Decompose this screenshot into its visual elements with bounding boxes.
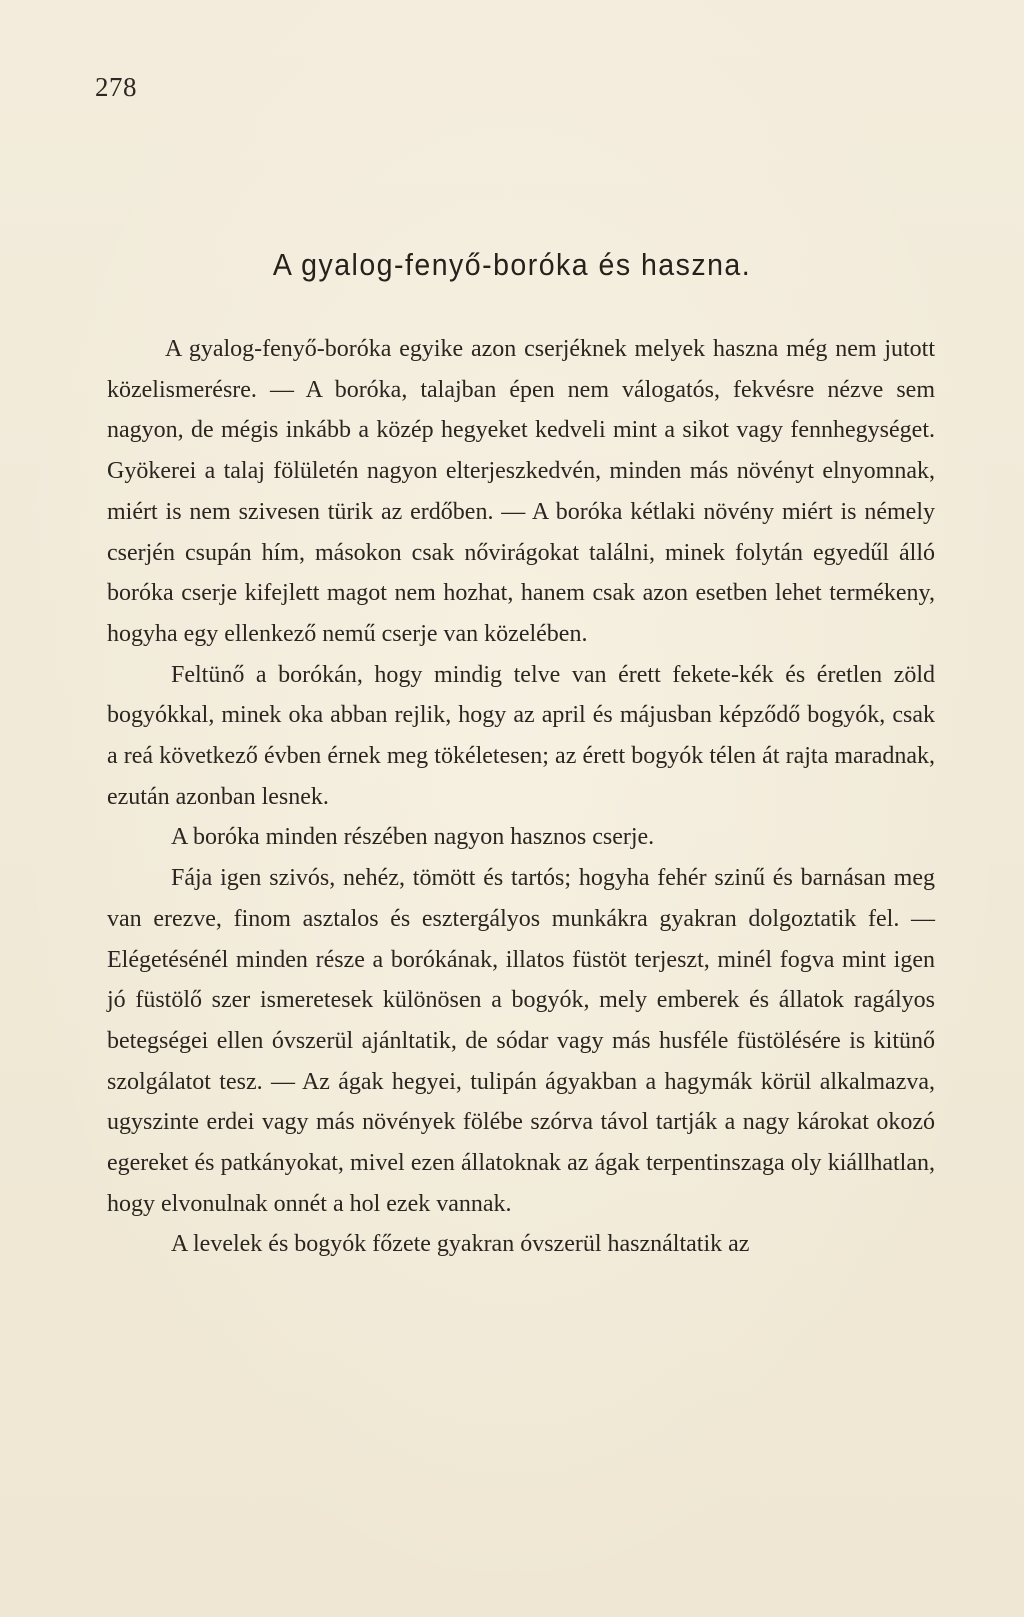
paragraph-5: A levelek és bogyók főzete gyakran óvszerül használtatik az [171, 1231, 750, 1258]
paragraph-1: A gyalog-fenyő-boróka egyike azon cserjéknek melyek haszna még nem jutott közelismerésre. — A boróka, talajban épen nem válogatós, fekvésre nézve sem nagyon, de mégis inkább a közép hegyeket kedveli mint a sikot vagy fennhegységet. Gyökerei a talaj fölületén nagyon elterjeszkedvén, minden más növényt elnyomnak, miért is nem szivesen türik az erdőben. — A boróka kétlaki növény miért is némely cserjén csupán hím, másokon csak nővirágokat találni, minek folytán egyedűl álló boróka cserje kifejlett magot nem hozhat, hanem csak azon esetben lehet termékeny, hogyha egy ellenkező nemű cserje van közelében. [107, 336, 935, 647]
page-title: A gyalog-fenyő-boróka és haszna. [272, 247, 752, 282]
paragraph-2: Feltünő a borókán, hogy mindig telve van érett fekete-kék és éretlen zöld bogyókkal, minek oka abban rejlik, hogy az april és májusban képződő bogyók, csak a reá következő évben érnek meg tökéletesen; az érett bogyók télen át rajta maradnak, ezután azonban lesnek. [107, 661, 935, 810]
body-text [107, 329, 935, 1265]
page-number: 278 [95, 72, 137, 102]
paragraph-4: Fája igen szivós, nehéz, tömött és tartós; hogyha fehér szinű és barnásan meg van erezve, finom asztalos és esztergályos munkákra gyakran dolgoztatik fel. — Elégetésénél minden része a borókának, illatos füstöt terjeszt, minél fogva mint igen jó füstölő szer ismeretesek különösen a bogyók, mely emberek és állatok ragályos betegségei ellen óvszerül ajánltatik, de sódar vagy más husféle füstölésére is kitünő szolgálatot tesz. — Az ágak hegyei, tulipán ágyakban a hagymák körül alkalmazva, ugyszinte erdei vagy más növények fölébe szórva távol tartják a nagy károkat okozó egereket és patkányokat, mivel ezen állatoknak az ágak terpentinszaga oly kiállhatlan, hogy elvonulnak onnét a hol ezek vannak. [107, 865, 935, 1217]
paragraph-3: A boróka minden részében nagyon hasznos cserje. [171, 824, 655, 851]
